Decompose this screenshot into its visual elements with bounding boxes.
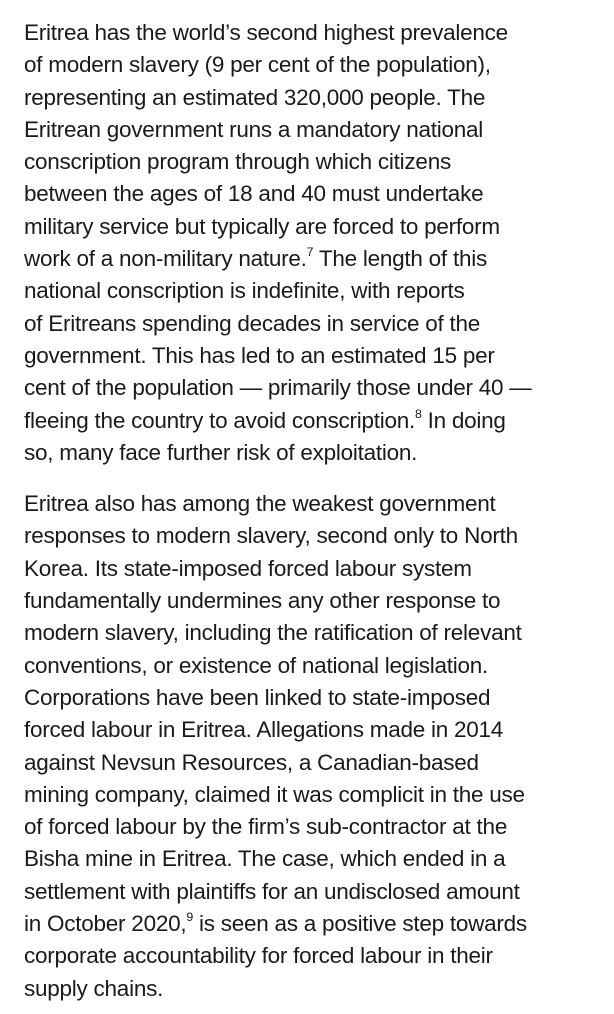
text-segment: responses to modern slavery, second only to North bbox=[24, 523, 518, 549]
text-line bbox=[24, 114, 614, 146]
text-segment: settlement with plaintiffs for an undisclosed amount bbox=[24, 878, 520, 904]
text-segment: is seen as a positive step towards bbox=[192, 911, 527, 937]
text-line bbox=[24, 243, 614, 275]
text-line bbox=[24, 49, 614, 81]
text-segment: mining company, claimed it was complicit in the use bbox=[24, 781, 525, 807]
footnote-marker[interactable]: 9 bbox=[186, 910, 193, 925]
text-segment: between the ages of 18 and 40 must undertake bbox=[24, 181, 484, 207]
text-segment: Eritrea has the world’s second highest prevalence bbox=[24, 20, 508, 45]
text-segment: government. This has led to an estimated 15 per bbox=[24, 342, 495, 368]
text-line bbox=[24, 372, 614, 404]
paragraph-1 bbox=[24, 17, 614, 469]
text-line bbox=[24, 308, 614, 340]
text-line bbox=[24, 585, 614, 617]
text-line bbox=[24, 82, 614, 114]
text-line bbox=[24, 178, 614, 210]
text-line bbox=[24, 340, 614, 372]
text-segment: fleeing the country to avoid conscription. bbox=[24, 407, 415, 433]
text-line bbox=[24, 17, 614, 49]
text-line bbox=[24, 520, 614, 552]
text-segment: supply chains. bbox=[24, 975, 164, 1001]
text-segment: forced labour in Eritrea. Allegations made in 2014 bbox=[24, 717, 504, 743]
text-segment: In doing bbox=[421, 407, 506, 433]
text-line bbox=[24, 146, 614, 178]
footnote-marker[interactable]: 7 bbox=[306, 245, 314, 260]
text-segment: conventions, or existence of national legislation. bbox=[24, 652, 489, 678]
text-segment: representing an estimated 320,000 people. The bbox=[24, 84, 486, 110]
text-line bbox=[24, 275, 614, 307]
text-line bbox=[24, 811, 614, 843]
text-segment: national conscription is indefinite, with reports bbox=[24, 278, 465, 304]
text-line bbox=[24, 650, 614, 682]
text-segment: of forced labour by the firm’s sub-contractor at the bbox=[24, 814, 508, 840]
text-line bbox=[24, 405, 614, 437]
text-line bbox=[24, 908, 614, 940]
text-line bbox=[24, 488, 614, 520]
text-segment: Eritrean government runs a mandatory national bbox=[24, 116, 484, 142]
text-line bbox=[24, 973, 614, 1005]
text-line bbox=[24, 617, 614, 649]
text-line bbox=[24, 876, 614, 908]
text-line bbox=[24, 747, 614, 779]
text-line bbox=[24, 843, 614, 875]
text-segment: modern slavery, including the ratification of relevant bbox=[24, 620, 522, 646]
footnote-marker[interactable]: 8 bbox=[414, 406, 422, 421]
text-segment: Eritrea also has among the weakest government bbox=[24, 491, 496, 517]
text-segment: against Nevsun Resources, a Canadian-based bbox=[24, 749, 479, 775]
paragraph-2 bbox=[24, 488, 614, 1005]
text-segment: of modern slavery (9 per cent of the population), bbox=[24, 52, 491, 78]
text-line bbox=[24, 779, 614, 811]
text-segment: military service but typically are forced to perform bbox=[24, 213, 500, 239]
text-line bbox=[24, 682, 614, 714]
text-segment: fundamentally undermines any other response to bbox=[24, 588, 501, 614]
text-segment: Bisha mine in Eritrea. The case, which ended in a bbox=[24, 846, 506, 872]
text-segment: cent of the population — primarily those under 40 — bbox=[24, 375, 532, 401]
text-segment: so, many face further risk of exploitation. bbox=[24, 439, 418, 465]
text-segment: of Eritreans spending decades in service of the bbox=[24, 310, 481, 336]
text-segment: The length of this bbox=[313, 246, 487, 272]
text-segment: Korea. Its state-imposed forced labour system bbox=[24, 555, 472, 581]
text-line bbox=[24, 553, 614, 585]
text-line bbox=[24, 714, 614, 746]
text-segment: corporate accountability for forced labour in their bbox=[24, 943, 493, 969]
text-line bbox=[24, 437, 614, 469]
text-segment: work of a non-military nature. bbox=[24, 246, 307, 272]
text-line bbox=[24, 211, 614, 243]
text-segment: in October 2020, bbox=[24, 911, 187, 937]
text-segment: conscription program through which citizens bbox=[24, 149, 451, 175]
text-segment: Corporations have been linked to state-imposed bbox=[24, 684, 491, 710]
text-line bbox=[24, 940, 614, 972]
